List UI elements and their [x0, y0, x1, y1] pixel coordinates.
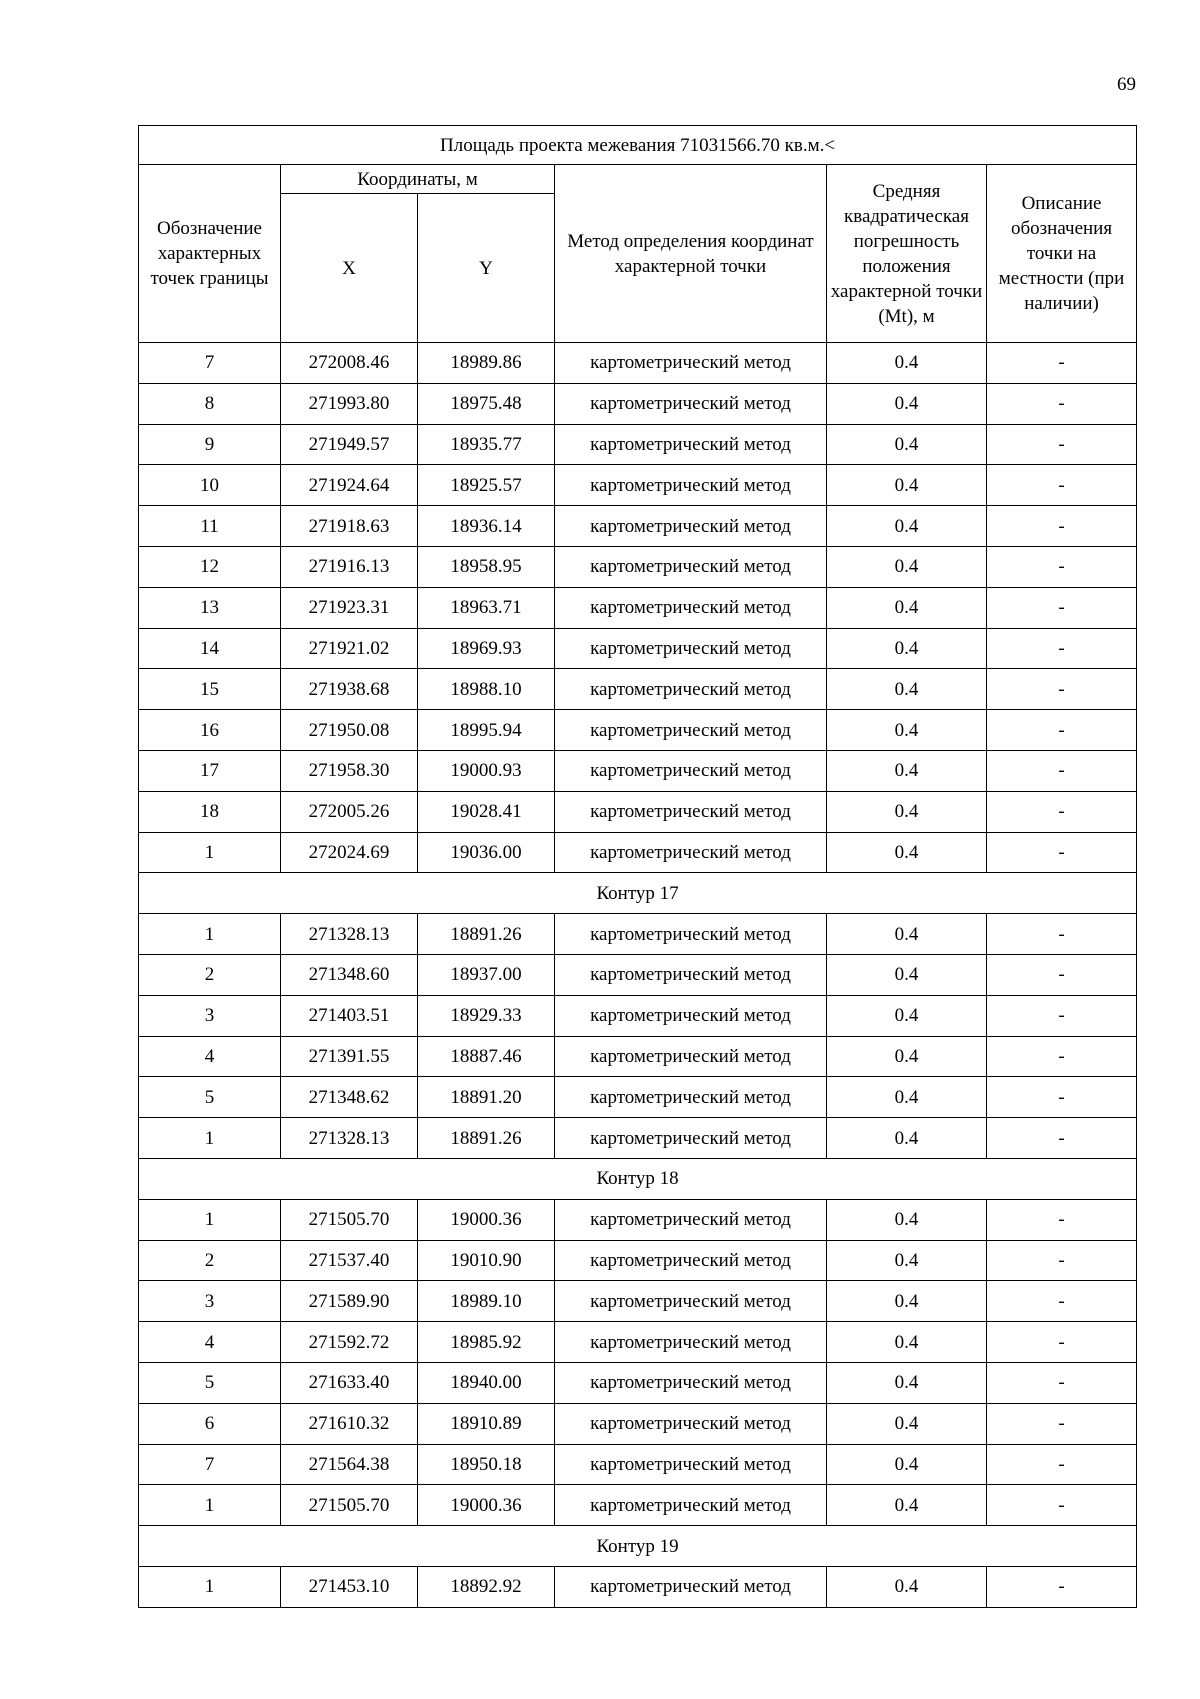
- cell-point-number: 18: [139, 791, 281, 832]
- cell-point-number: 17: [139, 750, 281, 791]
- cell-x: 271537.40: [281, 1240, 418, 1281]
- cell-x: 271923.31: [281, 587, 418, 628]
- cell-point-number: 1: [139, 1566, 281, 1607]
- cell-point-number: 1: [139, 1485, 281, 1526]
- table-row: [139, 465, 1137, 506]
- cell-description: -: [987, 710, 1137, 751]
- cell-mt: 0.4: [827, 1118, 987, 1159]
- cell-method: картометрический метод: [555, 1199, 827, 1240]
- cell-mt: 0.4: [827, 1362, 987, 1403]
- cell-y: 18891.26: [418, 1118, 555, 1159]
- cell-point-number: 4: [139, 1322, 281, 1363]
- table-row: [139, 1444, 1137, 1485]
- cell-method: картометрический метод: [555, 506, 827, 547]
- cell-point-number: 1: [139, 1118, 281, 1159]
- table-row: [139, 1240, 1137, 1281]
- cell-y: 18989.10: [418, 1281, 555, 1322]
- cell-mt: 0.4: [827, 669, 987, 710]
- cell-description: -: [987, 995, 1137, 1036]
- cell-point-number: 7: [139, 343, 281, 384]
- cell-x: 271403.51: [281, 995, 418, 1036]
- cell-description: -: [987, 832, 1137, 873]
- cell-x: 271958.30: [281, 750, 418, 791]
- contour-header-row: [139, 873, 1137, 914]
- table-row: [139, 383, 1137, 424]
- cell-mt: 0.4: [827, 1444, 987, 1485]
- cell-method: картометрический метод: [555, 832, 827, 873]
- table-title: Площадь проекта межевания 71031566.70 кв.м.<: [139, 126, 1137, 165]
- cell-description: -: [987, 1444, 1137, 1485]
- table-row: [139, 1322, 1137, 1363]
- contour-header-row: [139, 1526, 1137, 1567]
- cell-mt: 0.4: [827, 1077, 987, 1118]
- cell-mt: 0.4: [827, 1199, 987, 1240]
- cell-y: 18892.92: [418, 1566, 555, 1607]
- cell-method: картометрический метод: [555, 710, 827, 751]
- cell-y: 18958.95: [418, 546, 555, 587]
- cell-y: 18969.93: [418, 628, 555, 669]
- table-row: [139, 710, 1137, 751]
- cell-x: 271993.80: [281, 383, 418, 424]
- cell-mt: 0.4: [827, 628, 987, 669]
- cell-description: -: [987, 1077, 1137, 1118]
- cell-description: -: [987, 383, 1137, 424]
- cell-method: картометрический метод: [555, 1362, 827, 1403]
- table-row: [139, 1566, 1137, 1607]
- cell-method: картометрический метод: [555, 1077, 827, 1118]
- cell-description: -: [987, 914, 1137, 955]
- table-row: [139, 1281, 1137, 1322]
- cell-method: картометрический метод: [555, 1403, 827, 1444]
- cell-description: -: [987, 506, 1137, 547]
- cell-mt: 0.4: [827, 465, 987, 506]
- cell-y: 18975.48: [418, 383, 555, 424]
- cell-x: 271453.10: [281, 1566, 418, 1607]
- cell-x: 271938.68: [281, 669, 418, 710]
- cell-description: -: [987, 1281, 1137, 1322]
- cell-point-number: 4: [139, 1036, 281, 1077]
- table-row: [139, 954, 1137, 995]
- contour-label: Контур 18: [139, 1158, 1137, 1199]
- cell-description: -: [987, 669, 1137, 710]
- cell-y: 18935.77: [418, 424, 555, 465]
- cell-point-number: 1: [139, 832, 281, 873]
- cell-mt: 0.4: [827, 1036, 987, 1077]
- table-row: [139, 1036, 1137, 1077]
- table-title-row: [139, 126, 1137, 165]
- cell-description: -: [987, 587, 1137, 628]
- table-row: [139, 750, 1137, 791]
- cell-x: 272024.69: [281, 832, 418, 873]
- cell-description: -: [987, 465, 1137, 506]
- cell-y: 19000.36: [418, 1199, 555, 1240]
- table-row: [139, 669, 1137, 710]
- header-point-description: Описание обозначения точки на местности (при наличии): [987, 165, 1137, 343]
- cell-x: 271564.38: [281, 1444, 418, 1485]
- cell-point-number: 12: [139, 546, 281, 587]
- cell-mt: 0.4: [827, 383, 987, 424]
- cell-description: -: [987, 1403, 1137, 1444]
- cell-description: -: [987, 1036, 1137, 1077]
- cell-mt: 0.4: [827, 1240, 987, 1281]
- table-row: [139, 546, 1137, 587]
- cell-y: 19000.93: [418, 750, 555, 791]
- cell-point-number: 6: [139, 1403, 281, 1444]
- cell-point-number: 3: [139, 995, 281, 1036]
- cell-mt: 0.4: [827, 1322, 987, 1363]
- cell-x: 271328.13: [281, 914, 418, 955]
- table-row: [139, 1118, 1137, 1159]
- cell-method: картометрический метод: [555, 954, 827, 995]
- cell-x: 271921.02: [281, 628, 418, 669]
- cell-method: картометрический метод: [555, 750, 827, 791]
- cell-point-number: 1: [139, 1199, 281, 1240]
- cell-point-number: 8: [139, 383, 281, 424]
- cell-mt: 0.4: [827, 914, 987, 955]
- table-row: [139, 1077, 1137, 1118]
- header-mean-square-error: Средняя квадратическая погрешность положения характерной точки (Mt), м: [827, 165, 987, 343]
- contour-label: Контур 19: [139, 1526, 1137, 1567]
- table-row: [139, 1485, 1137, 1526]
- cell-y: 19010.90: [418, 1240, 555, 1281]
- cell-y: 18891.26: [418, 914, 555, 955]
- cell-method: картометрический метод: [555, 1566, 827, 1607]
- cell-method: картометрический метод: [555, 669, 827, 710]
- cell-method: картометрический метод: [555, 1036, 827, 1077]
- contour-label: Контур 17: [139, 873, 1137, 914]
- table-row: [139, 995, 1137, 1036]
- cell-point-number: 10: [139, 465, 281, 506]
- cell-y: 18940.00: [418, 1362, 555, 1403]
- cell-y: 19036.00: [418, 832, 555, 873]
- cell-x: 271950.08: [281, 710, 418, 751]
- cell-x: 271949.57: [281, 424, 418, 465]
- cell-description: -: [987, 1362, 1137, 1403]
- cell-x: 272008.46: [281, 343, 418, 384]
- cell-mt: 0.4: [827, 791, 987, 832]
- cell-mt: 0.4: [827, 1566, 987, 1607]
- table-row: [139, 914, 1137, 955]
- cell-y: 18937.00: [418, 954, 555, 995]
- cell-method: картометрический метод: [555, 628, 827, 669]
- cell-point-number: 13: [139, 587, 281, 628]
- table-row: [139, 587, 1137, 628]
- cell-mt: 0.4: [827, 343, 987, 384]
- cell-x: 271348.62: [281, 1077, 418, 1118]
- cell-description: -: [987, 424, 1137, 465]
- cell-point-number: 2: [139, 954, 281, 995]
- cell-method: картометрический метод: [555, 1118, 827, 1159]
- cell-y: 18963.71: [418, 587, 555, 628]
- cell-method: картометрический метод: [555, 587, 827, 628]
- cell-method: картометрический метод: [555, 465, 827, 506]
- cell-point-number: 14: [139, 628, 281, 669]
- cell-x: 271610.32: [281, 1403, 418, 1444]
- cell-method: картометрический метод: [555, 1281, 827, 1322]
- header-point-designation: Обозначение характерных точек границы: [139, 165, 281, 343]
- cell-x: 271633.40: [281, 1362, 418, 1403]
- cell-y: 19028.41: [418, 791, 555, 832]
- cell-mt: 0.4: [827, 954, 987, 995]
- table-row: [139, 628, 1137, 669]
- cell-y: 18985.92: [418, 1322, 555, 1363]
- cell-x: 271505.70: [281, 1199, 418, 1240]
- cell-mt: 0.4: [827, 506, 987, 547]
- cell-mt: 0.4: [827, 1485, 987, 1526]
- cell-description: -: [987, 791, 1137, 832]
- cell-description: -: [987, 628, 1137, 669]
- cell-x: 271589.90: [281, 1281, 418, 1322]
- page-number: 69: [1117, 74, 1136, 95]
- cell-method: картометрический метод: [555, 914, 827, 955]
- cell-point-number: 9: [139, 424, 281, 465]
- cell-point-number: 16: [139, 710, 281, 751]
- cell-y: 18950.18: [418, 1444, 555, 1485]
- cell-mt: 0.4: [827, 1281, 987, 1322]
- cell-point-number: 5: [139, 1077, 281, 1118]
- header-method: Метод определения координат характерной точки: [555, 165, 827, 343]
- cell-x: 271918.63: [281, 506, 418, 547]
- cell-y: 18925.57: [418, 465, 555, 506]
- cell-method: картометрический метод: [555, 343, 827, 384]
- boundary-coordinates-table: [138, 125, 1137, 1608]
- cell-description: -: [987, 1485, 1137, 1526]
- cell-mt: 0.4: [827, 750, 987, 791]
- cell-y: 18887.46: [418, 1036, 555, 1077]
- cell-x: 271592.72: [281, 1322, 418, 1363]
- cell-x: 271328.13: [281, 1118, 418, 1159]
- table-body: [139, 343, 1137, 1608]
- header-coordinates: Координаты, м: [281, 165, 555, 194]
- cell-description: -: [987, 546, 1137, 587]
- cell-y: 18995.94: [418, 710, 555, 751]
- table-row: [139, 424, 1137, 465]
- cell-point-number: 2: [139, 1240, 281, 1281]
- table-row: [139, 832, 1137, 873]
- cell-description: -: [987, 1118, 1137, 1159]
- cell-point-number: 1: [139, 914, 281, 955]
- cell-y: 18936.14: [418, 506, 555, 547]
- cell-method: картометрический метод: [555, 1485, 827, 1526]
- cell-y: 18929.33: [418, 995, 555, 1036]
- cell-y: 19000.36: [418, 1485, 555, 1526]
- cell-x: 271916.13: [281, 546, 418, 587]
- cell-y: 18988.10: [418, 669, 555, 710]
- contour-header-row: [139, 1158, 1137, 1199]
- header-y: Y: [418, 194, 555, 343]
- cell-point-number: 11: [139, 506, 281, 547]
- cell-method: картометрический метод: [555, 546, 827, 587]
- cell-point-number: 5: [139, 1362, 281, 1403]
- cell-description: -: [987, 1566, 1137, 1607]
- cell-mt: 0.4: [827, 424, 987, 465]
- cell-method: картометрический метод: [555, 1240, 827, 1281]
- cell-method: картометрический метод: [555, 1322, 827, 1363]
- table-row: [139, 1403, 1137, 1444]
- cell-method: картометрический метод: [555, 1444, 827, 1485]
- table-row: [139, 1362, 1137, 1403]
- table-row: [139, 1199, 1137, 1240]
- cell-x: 271505.70: [281, 1485, 418, 1526]
- cell-y: 18989.86: [418, 343, 555, 384]
- cell-x: 271391.55: [281, 1036, 418, 1077]
- cell-description: -: [987, 954, 1137, 995]
- cell-x: 272005.26: [281, 791, 418, 832]
- cell-point-number: 7: [139, 1444, 281, 1485]
- cell-mt: 0.4: [827, 1403, 987, 1444]
- cell-point-number: 3: [139, 1281, 281, 1322]
- cell-description: -: [987, 750, 1137, 791]
- cell-mt: 0.4: [827, 995, 987, 1036]
- table-row: [139, 506, 1137, 547]
- cell-mt: 0.4: [827, 710, 987, 751]
- table-row: [139, 343, 1137, 384]
- cell-description: -: [987, 1322, 1137, 1363]
- cell-method: картометрический метод: [555, 424, 827, 465]
- cell-mt: 0.4: [827, 587, 987, 628]
- cell-mt: 0.4: [827, 832, 987, 873]
- cell-x: 271348.60: [281, 954, 418, 995]
- cell-x: 271924.64: [281, 465, 418, 506]
- cell-description: -: [987, 343, 1137, 384]
- cell-mt: 0.4: [827, 546, 987, 587]
- cell-method: картометрический метод: [555, 791, 827, 832]
- cell-method: картометрический метод: [555, 995, 827, 1036]
- cell-method: картометрический метод: [555, 383, 827, 424]
- cell-y: 18891.20: [418, 1077, 555, 1118]
- table-header-row: [139, 165, 1137, 194]
- cell-description: -: [987, 1199, 1137, 1240]
- cell-y: 18910.89: [418, 1403, 555, 1444]
- header-x: X: [281, 194, 418, 343]
- table-row: [139, 791, 1137, 832]
- cell-point-number: 15: [139, 669, 281, 710]
- cell-description: -: [987, 1240, 1137, 1281]
